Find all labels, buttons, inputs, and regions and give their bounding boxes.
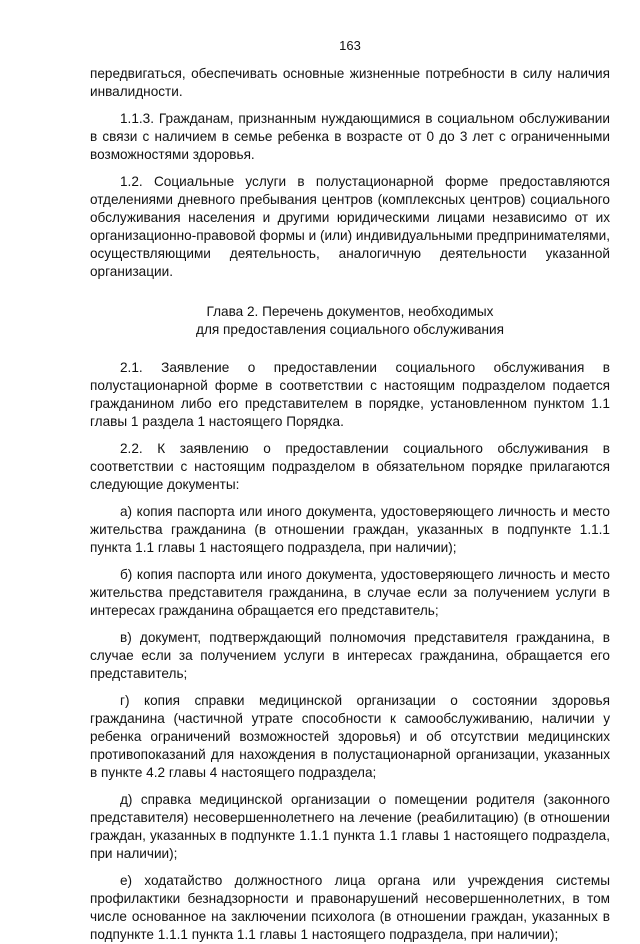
chapter-heading-line-1: Глава 2. Перечень документов, необходимых <box>206 304 494 319</box>
list-item-g: г) копия справки медицинской организации о состоянии здоровья гражданина (частичной утрате способности к самообслуживанию, наличии у ребенка ограничений возможностей здоровья) и об отсутствии медицинских противопоказаний для нахождения в полустационарной организации, указанных в пункте 4.2 главы 4 настоящего подраздела; <box>90 693 610 780</box>
chapter-heading-line-2: для предоставления социального обслуживания <box>196 322 504 337</box>
list-item-d: д) справка медицинской организации о помещении родителя (законного представителя) несовершеннолетнего на лечение (реабилитацию) (в отношении граждан, указанных в подпункте 1.1.1 пункта 1.1 главы 1 настоящего подраздела, при наличии); <box>90 792 610 861</box>
paragraph-1-1-3: 1.1.3. Гражданам, признанным нуждающимися в социальном обслуживании в связи с наличием в семье ребенка в возрасте от 0 до 3 лет с ограниченными возможностями здоровья. <box>90 111 610 162</box>
page-number: 163 <box>339 38 361 53</box>
paragraph-2-1: 2.1. Заявление о предоставлении социального обслуживания в полустационарной форме в соответствии с настоящим подразделом подается гражданином либо его представителем в порядке, установленном пунктом 1.1 главы 1 раздела 1 настоящего Порядка. <box>90 360 610 429</box>
paragraph-continuation: передвигаться, обеспечивать основные жизненные потребности в силу наличия инвалидности. <box>90 66 610 99</box>
list-item-a: а) копия паспорта или иного документа, удостоверяющего личность и место жительства гражданина (в отношении граждан, указанных в подпункте 1.1.1 пункта 1.1 главы 1 настоящего подраздела, при наличии); <box>90 504 610 555</box>
paragraph-1-2: 1.2. Социальные услуги в полустационарной форме предоставляются отделениями дневного пребывания центров (комплексных центров) социального обслуживания населения и другими юридическими лицами независимо от их организационно-правовой формы и (или) индивидуальными предпринимателями, осуществляющими деятельность, аналогичную деятельности указанной организации. <box>90 174 611 279</box>
list-item-b: б) копия паспорта или иного документа, удостоверяющего личность и место жительства представителя гражданина, в случае если за получением услуги в интересах гражданина обращается его представитель; <box>90 567 610 618</box>
chapter-heading <box>90 303 610 339</box>
list-item-e: е) ходатайство должностного лица органа или учреждения системы профилактики безнадзорности и правонарушений несовершеннолетних, в том числе основанное на заключении психолога (в отношении граждан, указанных в подпункте 1.1.1 пункта 1.1 главы 1 настоящего подраздела, при наличии); <box>90 873 610 942</box>
paragraph-2-2: 2.2. К заявлению о предоставлении социального обслуживания в соответствии с настоящим подразделом в обязательном порядке прилагаются следующие документы: <box>90 441 610 492</box>
list-item-v: в) документ, подтверждающий полномочия представителя гражданина, в случае если за получением услуги в интересах гражданина, обращается его представитель; <box>90 630 610 681</box>
